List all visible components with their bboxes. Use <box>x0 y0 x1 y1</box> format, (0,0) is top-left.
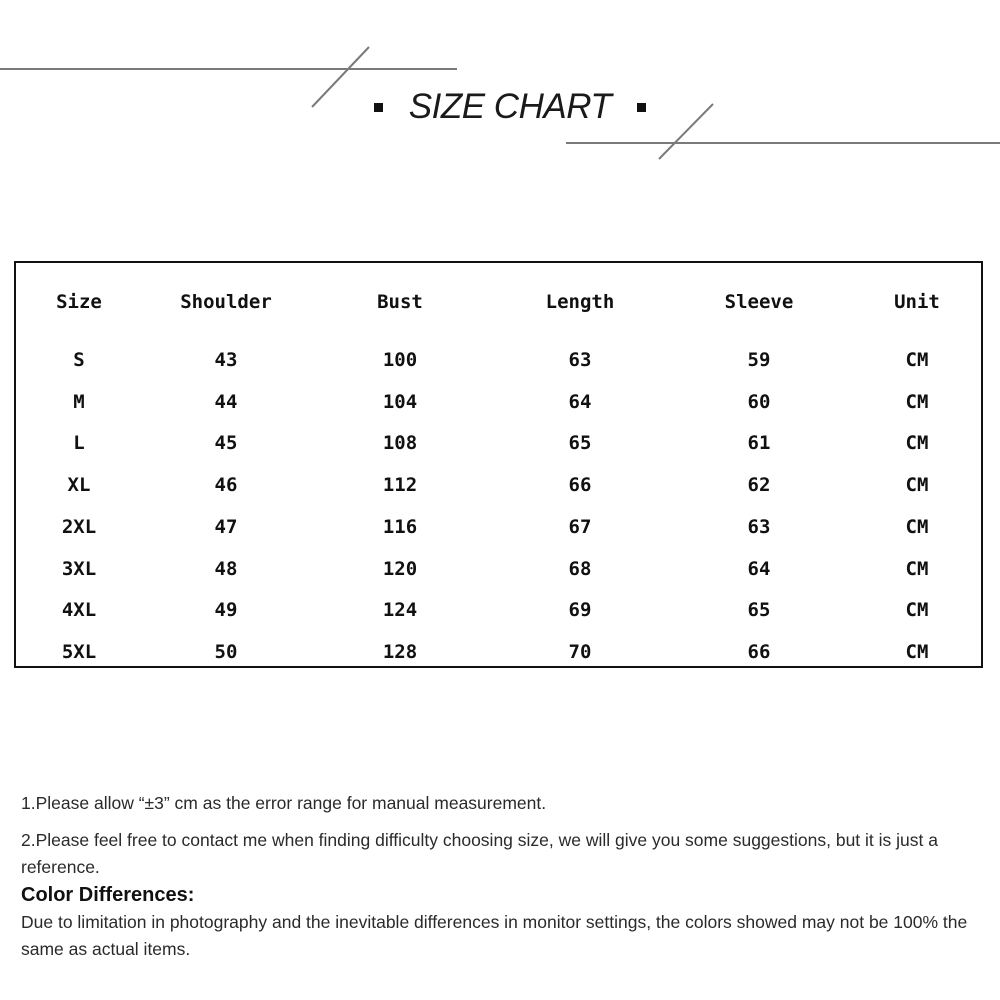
cell-bust: 120 <box>382 557 418 580</box>
cell-unit: CM <box>905 474 929 497</box>
cell-length: 70 <box>568 640 592 663</box>
title-bullet-left <box>374 103 383 112</box>
header-shoulder: Shoulder <box>180 291 272 313</box>
header-bust: Bust <box>377 291 423 313</box>
cell-length: 64 <box>568 390 592 413</box>
color-differences-text: Due to limitation in photography and the inevitable differences in monitor settings, the colors showed may not be 100% the same as actual items. <box>21 912 968 959</box>
cell-size: 2XL <box>61 515 97 538</box>
cell-sleeve: 63 <box>747 515 771 538</box>
cell-size: L <box>73 432 85 455</box>
cell-shoulder: 46 <box>214 474 238 497</box>
cell-size: 5XL <box>61 640 97 663</box>
cell-bust: 104 <box>382 390 418 413</box>
cell-shoulder: 47 <box>214 515 238 538</box>
cell-length: 66 <box>568 474 592 497</box>
cell-bust: 116 <box>382 515 418 538</box>
cell-unit: CM <box>905 557 929 580</box>
title-bullet-right <box>637 103 646 112</box>
cell-sleeve: 65 <box>747 599 771 622</box>
header-unit: Unit <box>894 291 940 313</box>
header-size: Size <box>56 291 102 313</box>
cell-length: 69 <box>568 599 592 622</box>
cell-length: 65 <box>568 432 592 455</box>
cell-shoulder: 49 <box>214 599 238 622</box>
cell-bust: 108 <box>382 432 418 455</box>
cell-size: S <box>73 349 85 371</box>
cell-shoulder: 43 <box>214 349 238 371</box>
title-area <box>360 82 660 132</box>
cell-size: M <box>73 390 85 413</box>
color-differences-heading: Color Differences: <box>21 884 195 906</box>
cell-unit: CM <box>905 640 929 663</box>
cell-bust: 124 <box>382 599 418 622</box>
cell-shoulder: 45 <box>214 432 238 455</box>
note-contact: 2.Please feel free to contact me when finding difficulty choosing size, we will give you some suggestions, but it is just a reference. <box>21 830 938 877</box>
cell-length: 63 <box>568 349 592 371</box>
cell-unit: CM <box>905 432 929 455</box>
cell-bust: 128 <box>382 640 418 663</box>
cell-bust: 100 <box>382 349 418 371</box>
cell-length: 67 <box>568 515 592 538</box>
cell-shoulder: 44 <box>214 390 238 413</box>
cell-size: XL <box>67 474 91 497</box>
cell-sleeve: 66 <box>747 640 771 663</box>
size-table <box>14 261 983 668</box>
note-error-range: 1.Please allow “±3” cm as the error range for manual measurement. <box>21 793 547 813</box>
page-title: SIZE CHART <box>408 87 612 126</box>
cell-shoulder: 50 <box>214 640 238 663</box>
header-length: Length <box>545 291 615 313</box>
header-sleeve: Sleeve <box>724 291 794 313</box>
cell-size: 3XL <box>61 557 97 580</box>
cell-unit: CM <box>905 390 929 413</box>
cell-length: 68 <box>568 557 592 580</box>
cell-sleeve: 59 <box>747 349 771 371</box>
cell-bust: 112 <box>382 474 418 497</box>
cell-sleeve: 61 <box>747 432 771 455</box>
cell-unit: CM <box>905 515 929 538</box>
top-right-slash <box>659 104 713 159</box>
cell-size: 4XL <box>61 599 97 622</box>
cell-sleeve: 64 <box>747 557 771 580</box>
cell-unit: CM <box>905 599 929 622</box>
cell-shoulder: 48 <box>214 557 238 580</box>
cell-unit: CM <box>905 349 929 371</box>
cell-sleeve: 62 <box>747 474 771 497</box>
notes-section <box>21 790 986 963</box>
cell-sleeve: 60 <box>747 390 771 413</box>
